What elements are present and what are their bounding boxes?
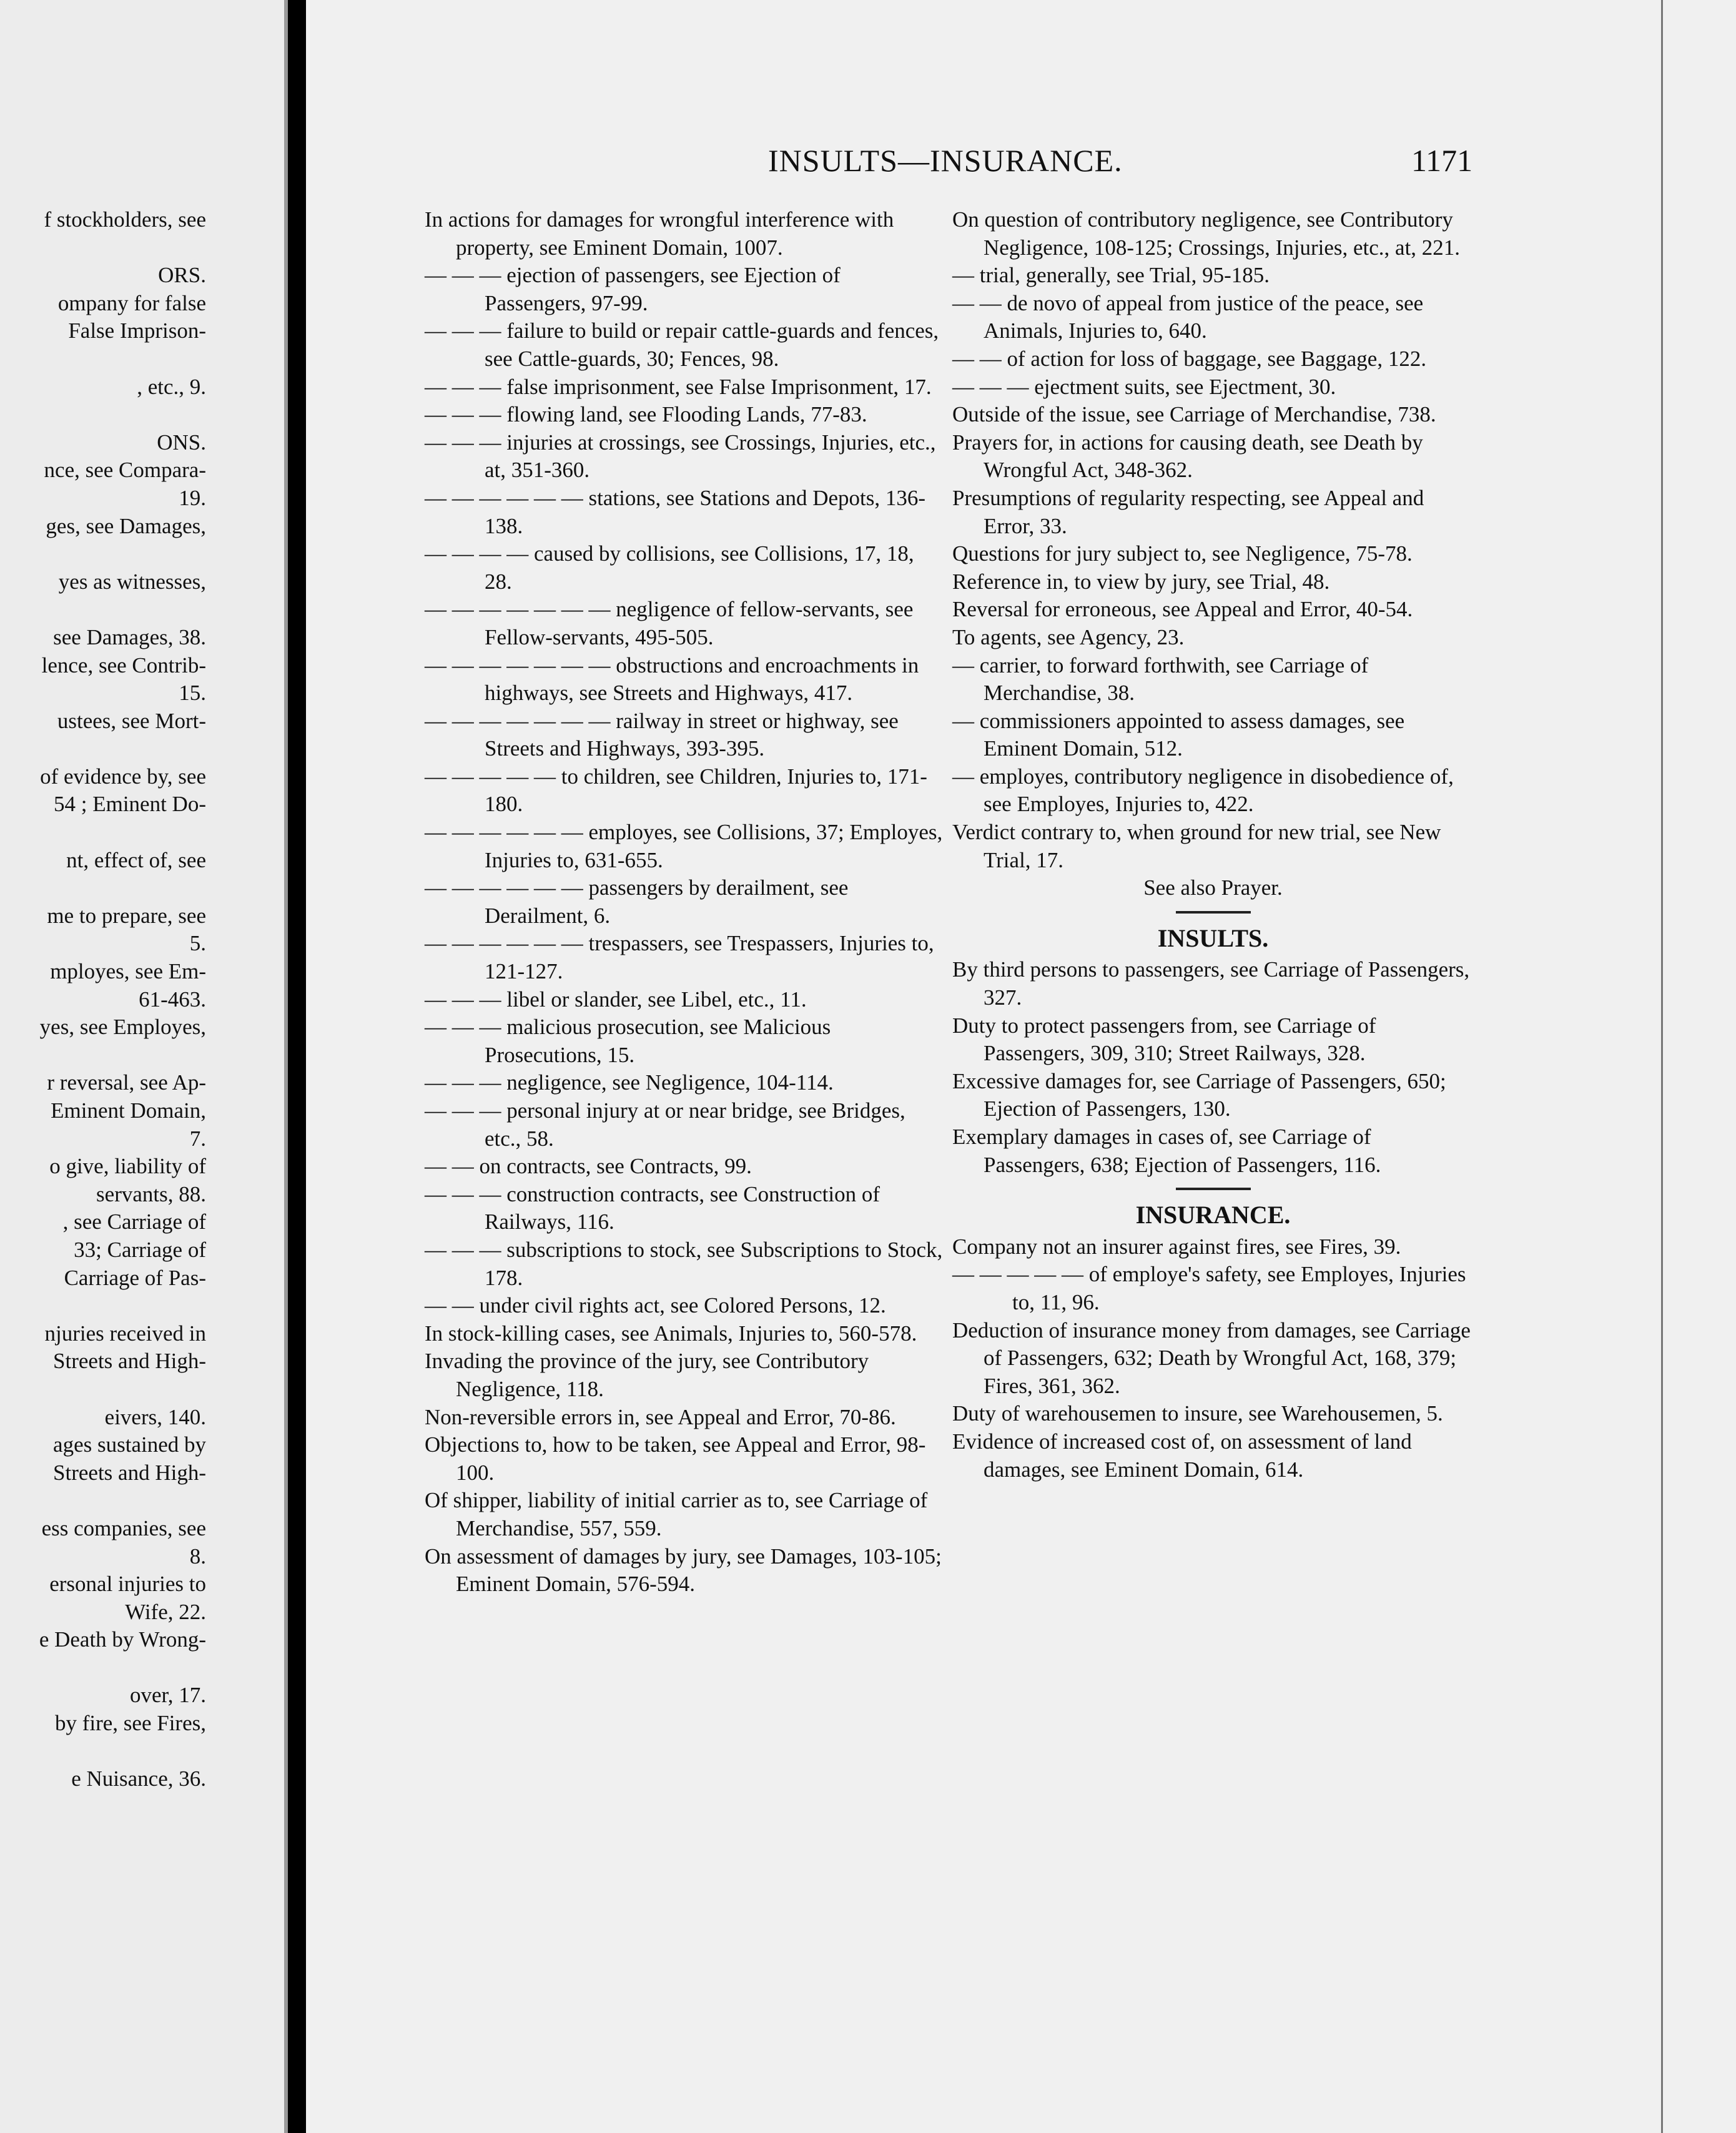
fragment-line <box>0 1042 206 1070</box>
fragment-line: see Damages, 38. <box>53 624 206 649</box>
index-entry: — — — — — — trespassers, see Trespassers, Injuries to, 121-127. <box>425 931 934 984</box>
index-entry: — — — ejectment suits, see Ejectment, 30. <box>952 374 1336 399</box>
fragment-line: over, 17. <box>129 1683 206 1708</box>
fragment-line: Eminent Domain, <box>51 1098 206 1123</box>
fragment-line: f stockholders, see <box>44 207 206 232</box>
index-entry: — employes, contributory negligence in disobedience of, see Employes, Injuries to, 422. <box>952 764 1454 817</box>
fragment-line <box>0 345 206 373</box>
left-page-index-fragment <box>0 206 206 1793</box>
fragment-line <box>0 1376 206 1404</box>
fragment-line: yes, see Employes, <box>39 1015 206 1040</box>
index-entry: On question of contributory negligence, see Contributory Negligence, 108-125; Crossings, Injuries, etc., at, 221. <box>952 207 1461 260</box>
fragment-line: 54 ; Eminent Do- <box>54 792 206 817</box>
index-entry: Questions for jury subject to, see Negligence, 75-78. <box>952 541 1413 566</box>
index-entry: Exemplary damages in cases of, see Carriage of Passengers, 638; Ejection of Passengers, 116. <box>952 1125 1381 1177</box>
fragment-line <box>0 1487 206 1515</box>
fragment-line: Streets and High- <box>53 1460 206 1485</box>
fragment-line: by fire, see Fires, <box>54 1711 206 1736</box>
index-entry: — — — injuries at crossings, see Crossings, Injuries, etc., at, 351-360. <box>425 430 936 483</box>
fragment-line: e Nuisance, 36. <box>71 1766 206 1791</box>
fragment-line: r reversal, see Ap- <box>47 1070 206 1095</box>
left-page <box>0 0 284 2133</box>
index-entry: — — of action for loss of baggage, see Baggage, 122. <box>952 346 1427 371</box>
fragment-line <box>0 540 206 568</box>
index-entry: — — — — — of employe's safety, see Employes, Injuries to, 11, 96. <box>952 1262 1466 1314</box>
fragment-line <box>0 819 206 847</box>
index-entry: — — — ejection of passengers, see Ejection of Passengers, 97-99. <box>425 263 841 315</box>
fragment-line: 8. <box>189 1544 206 1569</box>
index-entry: — — — flowing land, see Flooding Lands, 77-83. <box>425 402 867 427</box>
index-entry: Excessive damages for, see Carriage of Passengers, 650; Ejection of Passengers, 130. <box>952 1068 1446 1121</box>
index-entry: — — under civil rights act, see Colored Persons, 12. <box>425 1293 886 1318</box>
section-divider <box>1176 911 1251 914</box>
index-entry: — — — failure to build or repair cattle-guards and fences, see Cattle-guards, 30; Fences, 98. <box>425 318 939 371</box>
index-entry: Outside of the issue, see Carriage of Merchandise, 738. <box>952 402 1436 427</box>
index-entry: — — on contracts, see Contracts, 99. <box>425 1154 752 1179</box>
index-entry: — — — — — — — obstructions and encroachments in highways, see Streets and Highways, 417. <box>425 653 919 706</box>
section-divider <box>1176 1188 1251 1190</box>
fragment-line: Wife, 22. <box>125 1599 206 1624</box>
fragment-line: 7. <box>189 1126 206 1151</box>
index-entry: — — — construction contracts, see Construction of Railways, 116. <box>425 1181 880 1234</box>
fragment-line: ompany for false <box>57 290 206 315</box>
fragment-line <box>0 1738 206 1766</box>
fragment-line <box>0 874 206 902</box>
index-entry: By third persons to passengers, see Carriage of Passengers, 327. <box>952 957 1470 1010</box>
index-entry: Company not an insurer against fires, see Fires, 39. <box>952 1234 1401 1259</box>
running-head: INSULTS—INSURANCE. <box>768 143 1123 178</box>
page-number: 1171 <box>1411 143 1473 178</box>
index-entry: Evidence of increased cost of, on assessment of land damages, see Eminent Domain, 614. <box>952 1429 1412 1482</box>
index-entry: Objections to, how to be taken, see Appeal and Error, 98-100. <box>425 1432 926 1485</box>
fragment-line: servants, 88. <box>96 1181 206 1206</box>
index-entry: — — de novo of appeal from justice of the peace, see Animals, Injuries to, 640. <box>952 290 1424 343</box>
index-entry: Duty of warehousemen to insure, see Warehousemen, 5. <box>952 1401 1443 1426</box>
fragment-line: mployes, see Em- <box>50 959 206 984</box>
fragment-line: njuries received in <box>44 1321 206 1346</box>
fragment-line: me to prepare, see <box>47 903 206 928</box>
index-entry: — — — — — — — railway in street or highway, see Streets and Highways, 393-395. <box>425 708 899 761</box>
index-entry: — — — — — to children, see Children, Injuries to, 171-180. <box>425 764 927 817</box>
fragment-line: ess companies, see <box>41 1515 206 1540</box>
see-also-note: See also Prayer. <box>1143 875 1283 900</box>
index-entry: Invading the province of the jury, see Contributory Negligence, 118. <box>425 1349 869 1401</box>
fragment-line: ages sustained by <box>53 1432 206 1457</box>
fragment-line: of evidence by, see <box>40 764 206 789</box>
fragment-line: e Death by Wrong- <box>39 1627 206 1652</box>
fragment-line: 15. <box>179 681 206 706</box>
index-entry: Duty to protect passengers from, see Carriage of Passengers, 309, 310; Street Railways, 328. <box>952 1013 1376 1066</box>
fragment-line <box>0 596 206 624</box>
index-entry: Reversal for erroneous, see Appeal and Error, 40-54. <box>952 597 1413 622</box>
index-entry: — commissioners appointed to assess damages, see Eminent Domain, 512. <box>952 708 1405 761</box>
index-entry: In actions for damages for wrongful interference with property, see Eminent Domain, 1007. <box>425 207 894 260</box>
fragment-line: 19. <box>179 485 206 510</box>
fragment-line: ersonal injuries to <box>49 1572 206 1597</box>
index-entry: — — — personal injury at or near bridge, see Bridges, etc., 58. <box>425 1098 905 1151</box>
index-entry: — carrier, to forward forthwith, see Carriage of Merchandise, 38. <box>952 653 1369 706</box>
fragment-line <box>0 234 206 262</box>
index-entry: On assessment of damages by jury, see Damages, 103-105; Eminent Domain, 576-594. <box>425 1544 942 1597</box>
index-entry: — — — libel or slander, see Libel, etc., 11. <box>425 987 807 1012</box>
main-page <box>306 0 1736 2133</box>
fragment-line: 61-463. <box>139 987 206 1012</box>
fragment-line <box>0 735 206 763</box>
index-entry: Prayers for, in actions for causing death, see Death by Wrongful Act, 348-362. <box>952 430 1423 483</box>
fragment-line: 5. <box>189 931 206 956</box>
page-edge <box>1661 0 1663 2133</box>
fragment-line: nce, see Compara- <box>44 458 206 483</box>
index-entry: Reference in, to view by jury, see Trial, 48. <box>952 569 1330 594</box>
fragment-line: False Imprison- <box>68 318 206 343</box>
index-entry: — trial, generally, see Trial, 95-185. <box>952 263 1270 288</box>
fragment-line <box>0 1292 206 1320</box>
section-heading: INSULTS. <box>1157 924 1269 952</box>
fragment-line: nt, effect of, see <box>66 847 206 872</box>
index-entry: — — — subscriptions to stock, see Subscriptions to Stock, 178. <box>425 1237 943 1290</box>
index-entry: Non-reversible errors in, see Appeal and Error, 70-86. <box>425 1404 896 1429</box>
fragment-line: , see Carriage of <box>62 1209 206 1234</box>
fragment-line: 33; Carriage of <box>74 1237 206 1262</box>
index-entry: — — — — caused by collisions, see Collisions, 17, 18, 28. <box>425 541 914 594</box>
index-entry: Presumptions of regularity respecting, see Appeal and Error, 33. <box>952 485 1424 538</box>
section-heading: INSURANCE. <box>1135 1201 1291 1229</box>
index-entry: Verdict contrary to, when ground for new trial, see New Trial, 17. <box>952 820 1441 872</box>
index-column-left <box>425 206 943 1599</box>
fragment-line: ONS. <box>157 430 206 455</box>
fragment-line: , etc., 9. <box>137 374 206 399</box>
fragment-line: ORS. <box>158 263 206 288</box>
index-entry: — — — — — — passengers by derailment, see Derailment, 6. <box>425 875 849 928</box>
index-entry: — — — negligence, see Negligence, 104-114. <box>425 1070 834 1095</box>
fragment-line <box>0 401 206 429</box>
index-entry: — — — false imprisonment, see False Imprisonment, 17. <box>425 374 932 399</box>
fragment-line <box>0 1654 206 1682</box>
index-entry: — — — — — — stations, see Stations and Depots, 136-138. <box>425 485 926 538</box>
index-entry: In stock-killing cases, see Animals, Injuries to, 560-578. <box>425 1321 917 1346</box>
fragment-line: Streets and High- <box>53 1349 206 1374</box>
fragment-line: ges, see Damages, <box>46 513 206 538</box>
fragment-line: eivers, 140. <box>104 1404 206 1429</box>
fragment-line: ustees, see Mort- <box>57 708 206 733</box>
index-entry: — — — — — — employes, see Collisions, 37; Employes, Injuries to, 631-655. <box>425 820 943 872</box>
fragment-line: lence, see Contrib- <box>41 653 206 677</box>
fragment-line: o give, liability of <box>49 1154 206 1179</box>
fragment-line: yes as witnesses, <box>58 569 206 594</box>
index-entry: — — — malicious prosecution, see Malicious Prosecutions, 15. <box>425 1015 831 1067</box>
page-gutter <box>284 0 288 2133</box>
index-entry: To agents, see Agency, 23. <box>952 624 1185 649</box>
index-entry: Of shipper, liability of initial carrier as to, see Carriage of Merchandise, 557, 559. <box>425 1488 928 1540</box>
index-column-right <box>952 206 1474 1484</box>
index-entry: — — — — — — — negligence of fellow-servants, see Fellow-servants, 495-505. <box>425 597 914 649</box>
index-entry: Deduction of insurance money from damages, see Carriage of Passengers, 632; Death by Wrongful Act, 168, 379; Fires, 361, 362. <box>952 1318 1471 1398</box>
fragment-line: Carriage of Pas- <box>64 1265 206 1290</box>
